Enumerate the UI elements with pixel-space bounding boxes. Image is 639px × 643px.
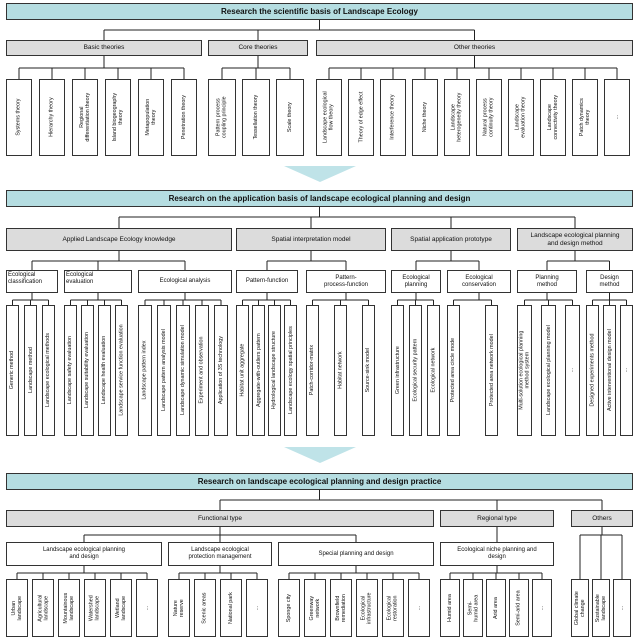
- practice-leaf-label: Agricultural landscape: [36, 594, 49, 622]
- subcat-ecological-evaluation: Ecological evaluation: [64, 270, 132, 293]
- model-leaf: [362, 305, 375, 436]
- practice-leaf-label: Mountainous landscape: [62, 592, 75, 624]
- theory-leaf-label: Systems theory: [15, 98, 22, 137]
- theory-leaf: [508, 79, 534, 156]
- theory-leaf: [6, 79, 32, 156]
- theory-leaf: [348, 79, 374, 156]
- theory-leaf-label: ...: [613, 115, 620, 120]
- method-leaf-label: Landscape health evaluation: [101, 336, 108, 405]
- practice-leaf-label: Watershed landscape: [88, 595, 101, 621]
- subcat-landscape-planning-design: Landscape ecological planning and design: [6, 542, 162, 566]
- method-leaf-label: Landscape ecological planning model: [545, 325, 552, 416]
- method-leaf: [24, 305, 37, 436]
- theory-leaf: [171, 79, 197, 156]
- method-leaf-label: Generic method: [9, 351, 16, 390]
- theory-leaf-label: Landscape heterogeneity theory: [450, 92, 463, 143]
- subcat-planning-method: Planning method: [517, 270, 577, 293]
- subcat-protection-management: Landscape ecological protection management: [168, 542, 272, 566]
- theory-leaf: [105, 79, 131, 156]
- category-regional-type: Regional type: [440, 510, 554, 527]
- practice-leaf-label: Semi-arid area: [515, 590, 522, 626]
- prototype-leaf: [427, 305, 440, 436]
- practice-leaf: [110, 579, 132, 637]
- model-leaf-label: Hydrological landscape structure: [271, 331, 278, 410]
- method-leaf: [517, 305, 532, 436]
- prototype-leaf: [447, 305, 460, 436]
- model-leaf: [252, 305, 265, 436]
- practice-leaf: [532, 579, 552, 637]
- practice-leaf-label: Urban landscape: [10, 595, 24, 621]
- section1-title: Research the scientific basis of Landscape Ecology: [6, 3, 633, 20]
- method-leaf-label: Landscape suitability evaluation: [84, 332, 91, 409]
- practice-leaf: [304, 579, 326, 637]
- practice-leaf-label: Sustainable landscape: [594, 593, 608, 623]
- practice-leaf: [613, 579, 631, 637]
- subcat-pattern-function: Pattern-function: [236, 270, 298, 293]
- practice-leaf-label: ...: [415, 605, 422, 611]
- practice-leaf-label: National park: [227, 592, 234, 624]
- practice-leaf-label: Arid area: [492, 597, 499, 619]
- method-leaf-label: Designed experiments method: [589, 333, 596, 408]
- practice-leaf: [463, 579, 483, 637]
- practice-leaf: [382, 579, 404, 637]
- theory-leaf-label: Landscape ecological flow theory: [322, 91, 336, 144]
- method-leaf: [541, 305, 556, 436]
- category-other-theories: Other theories: [316, 40, 633, 56]
- practice-leaf: [592, 579, 610, 637]
- theory-leaf-label: Natural process continuity theory: [482, 97, 496, 138]
- theory-leaf-label: Interference theory: [389, 94, 396, 141]
- subcat-design-method: Design method: [586, 270, 633, 293]
- model-leaf: [284, 305, 297, 436]
- subcat-ecological-planning: Ecological planning: [391, 270, 441, 293]
- model-leaf-label: Landscape ecology spatial principles: [287, 326, 294, 415]
- subcat-pattern-process-function: Pattern- process-function: [306, 270, 386, 293]
- method-leaf: [64, 305, 77, 436]
- practice-leaf-label: Ecological infrastructure: [360, 592, 373, 624]
- method-leaf: [565, 305, 580, 436]
- theory-leaf: [208, 79, 236, 156]
- method-leaf-label: ...: [623, 368, 630, 373]
- theory-leaf-label: Landscape evaluation theory: [514, 96, 527, 139]
- practice-leaf: [571, 579, 589, 637]
- method-leaf: [42, 305, 55, 436]
- method-leaf-label: Experiment and observation: [198, 336, 205, 405]
- subcat-niche-planning: Ecological niche planning and design: [440, 542, 554, 566]
- theory-leaf-label: Theory of edge effect: [357, 92, 364, 143]
- practice-leaf: [509, 579, 529, 637]
- theory-leaf-label: Scale theory: [286, 102, 293, 133]
- prototype-leaf-label: Protected area network model: [488, 334, 495, 407]
- prototype-leaf-label: Ecological security pattern: [412, 339, 419, 402]
- practice-leaf-label: Semi- humid area: [466, 594, 480, 622]
- practice-leaf: [220, 579, 242, 637]
- practice-leaf-label: Global climate change: [573, 590, 586, 626]
- subcat-ecological-classification: Ecological classification: [6, 270, 58, 293]
- method-leaf: [176, 305, 190, 436]
- category-spatial-interpretation-model: Spatial interpretation model: [236, 228, 386, 251]
- practice-leaf-label: ...: [143, 605, 150, 611]
- method-leaf-label: Landscape dynamic simulation model: [179, 325, 186, 416]
- practice-leaf-label: ...: [618, 605, 625, 611]
- flow-arrow: [284, 166, 356, 182]
- theory-leaf: [476, 79, 502, 156]
- category-applied-knowledge: Applied Landscape Ecology knowledge: [6, 228, 232, 251]
- practice-leaf: [58, 579, 80, 637]
- practice-leaf: [278, 579, 300, 637]
- practice-leaf-label: Brownfield remediation: [334, 593, 348, 623]
- section3-title: Research on landscape ecological planning and design practice: [6, 473, 633, 490]
- theory-leaf-label: Regional differentiation theory: [78, 93, 91, 142]
- practice-leaf: [486, 579, 506, 637]
- practice-leaf: [408, 579, 430, 637]
- method-leaf: [81, 305, 94, 436]
- method-leaf: [195, 305, 209, 436]
- category-core-theories: Core theories: [208, 40, 308, 56]
- practice-leaf: [32, 579, 54, 637]
- theory-leaf: [138, 79, 164, 156]
- method-leaf: [157, 305, 171, 436]
- model-leaf-label: Habitat network: [337, 351, 344, 390]
- method-leaf-label: Landscape method: [27, 347, 34, 394]
- subcat-ecological-conservation: Ecological conservation: [447, 270, 511, 293]
- method-leaf-label: Landscape pattern index: [141, 340, 148, 401]
- prototype-leaf-label: Protected area circle mode: [450, 338, 457, 403]
- theory-leaf: [276, 79, 304, 156]
- category-spatial-application-prototype: Spatial application prototype: [391, 228, 511, 251]
- practice-leaf: [84, 579, 106, 637]
- subcat-ecological-analysis: Ecological analysis: [138, 270, 232, 293]
- theory-leaf: [412, 79, 438, 156]
- practice-leaf: [246, 579, 268, 637]
- method-leaf: [98, 305, 111, 436]
- practice-leaf-label: Scenic areas: [201, 592, 208, 624]
- category-basic-theories: Basic theories: [6, 40, 202, 56]
- model-leaf: [268, 305, 281, 436]
- practice-leaf-label: Ecological restoration: [386, 595, 399, 621]
- practice-leaf-label: ...: [538, 605, 545, 611]
- theory-leaf: [72, 79, 98, 156]
- method-leaf: [620, 305, 633, 436]
- prototype-leaf: [391, 305, 404, 436]
- method-leaf: [115, 305, 128, 436]
- practice-leaf: [6, 579, 28, 637]
- practice-leaf-label: Wetland landscape: [114, 595, 128, 621]
- method-leaf: [138, 305, 152, 436]
- theory-leaf-label: Tessellation theory: [252, 95, 259, 140]
- practice-leaf: [440, 579, 460, 637]
- theory-leaf: [39, 79, 65, 156]
- practice-leaf: [136, 579, 158, 637]
- method-leaf-label: Active interventional design model: [606, 329, 613, 412]
- theory-leaf: [316, 79, 342, 156]
- practice-leaf-label: Greenway network: [308, 595, 322, 621]
- method-leaf: [586, 305, 599, 436]
- model-leaf: [236, 305, 249, 436]
- theory-leaf: [572, 79, 598, 156]
- practice-leaf: [330, 579, 352, 637]
- theory-leaf: [380, 79, 406, 156]
- prototype-leaf: [409, 305, 422, 436]
- theory-leaf: [540, 79, 566, 156]
- theory-leaf-label: Niche theory: [421, 102, 428, 133]
- model-leaf-label: Aggregate-with-outliers pattern: [255, 333, 262, 408]
- practice-leaf-label: Sponge city: [285, 593, 292, 623]
- category-others: Others: [571, 510, 633, 527]
- method-leaf-label: Landscape safety evaluation: [67, 336, 74, 405]
- theory-leaf-label: Patch dynamics theory: [578, 98, 591, 137]
- model-leaf-label: Source-sink model: [365, 348, 372, 393]
- category-functional-type: Functional type: [6, 510, 434, 527]
- theory-leaf: [242, 79, 270, 156]
- theory-leaf: [444, 79, 470, 156]
- practice-leaf: [168, 579, 190, 637]
- theory-leaf-label: Hierarchy theory: [48, 97, 55, 138]
- prototype-leaf-label: Green infrastructure: [394, 346, 401, 395]
- theory-leaf-label: Landscape connectivity theory: [546, 95, 559, 140]
- subcat-special-planning: Special planning and design: [278, 542, 434, 566]
- section2-title: Research on the application basis of landscape ecological planning and design: [6, 190, 633, 207]
- method-leaf: [6, 305, 19, 436]
- category-planning-design-method: Landscape ecological planning and design method: [517, 228, 633, 251]
- practice-leaf-label: ...: [253, 605, 260, 611]
- theory-leaf-label: Metapopulation theory: [144, 99, 157, 136]
- theory-leaf-label: Penetration theory: [180, 95, 187, 140]
- practice-leaf-label: Humid area: [446, 594, 453, 622]
- theory-leaf-label: Island biogeography theory: [111, 93, 124, 142]
- model-leaf: [306, 305, 319, 436]
- prototype-leaf: [485, 305, 498, 436]
- method-leaf-label: ...: [569, 368, 576, 373]
- method-leaf-label: Application of 3S technology: [217, 336, 224, 405]
- method-leaf: [603, 305, 616, 436]
- flow-arrow: [284, 447, 356, 463]
- method-leaf-label: Landscape service function evaluation: [118, 324, 125, 417]
- method-leaf-label: Landscape ecological methods: [45, 333, 52, 408]
- model-leaf-label: Patch-corridor-matrix: [309, 345, 316, 396]
- method-leaf-label: Landscape pattern analysis model: [160, 329, 167, 412]
- method-leaf-label: Multi-solution ecological planning method system: [518, 330, 531, 411]
- model-leaf: [334, 305, 347, 436]
- theory-leaf: [604, 79, 630, 156]
- model-leaf-label: Habitat unit aggregate: [239, 343, 246, 398]
- practice-leaf: [194, 579, 216, 637]
- method-leaf: [214, 305, 228, 436]
- theory-leaf-label: Pattern process coupling principle: [215, 96, 228, 139]
- practice-leaf: [356, 579, 378, 637]
- practice-leaf-label: Nature reserve: [172, 599, 185, 617]
- prototype-leaf-label: Ecological network: [430, 348, 437, 393]
